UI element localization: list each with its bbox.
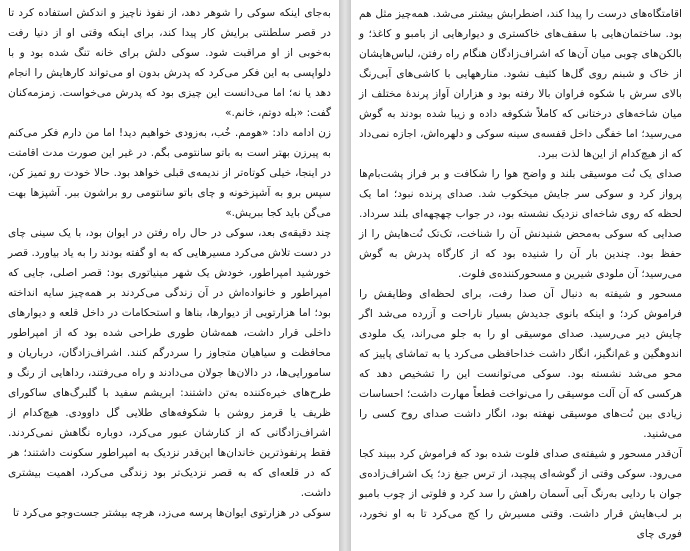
paragraph: زن ادامه داد: «هومم. خُب، به‌زودی خواهیم دید! اما من دارم فکر می‌کنم به پیرزن بهتر است به باتو سانتومی بگم. در غیر این صورت مدت اقامتت در اینجا، خیلی کوتاه‌تر از ندیمه‌ی قبلی خواهد بود. حالا خودت رو تمیز کن، سپس برو به آشپزخونه و چای باتو سانتومی رو براشون ببر. آشپزها بهت می‌گن باید کجا ببریش.» <box>8 127 331 219</box>
left-page <box>0 0 339 551</box>
paragraph: مسحور و شیفته به دنبال آن صدا رفت، برای لحظه‌ای وظایفش را فراموش کرد؛ و اینکه بانوی جدیدش بسیار ناراحت و آزرده می‌شد اگر چایش دیر می‌رسید. صدای موسیقی او را به جلو می‌راند، یک ملودی اندوهگین و غم‌انگیز، انگار داشت خداحافظی می‌کرد یا به تماشای پاییز که محو می‌شد نشسته بود. سوکی می‌توانست این را تشخیص دهد که هرکسی که آن آلت موسیقی را می‌نواخت قطعاً مهارت داشت؛ احساسات زیادی بین نُت‌های موسیقی نهفته بود، انگار داشت صدای روح کسی را می‌شنید. <box>359 288 682 440</box>
paragraph: آن‌قدر مسحور و شیفته‌ی صدای فلوت شده بود که فراموش کرد ببیند کجا می‌رود. سوکی وقتی از گوشه‌ای پیچید، از ترس جیغ زد؛ یک اشراف‌زاده‌ی جوان با ردایی به‌رنگ آبی آسمان راهش را سد کرد و فلوتی از چوب بامبو بر لب‌هایش قرار داشت. وقتی مسیرش را کج می‌کرد تا به او نخورد، فوری چای <box>359 448 682 540</box>
paragraph: چند دقیقه‌ی بعد، سوکی در حال راه رفتن در ایوان بود، با یک سینی چای در دست تلاش می‌کرد مسیرهایی که به او گفته بودند را به یاد بیاورد. قصر خورشید امپراطور، خودش یک شهر مینیاتوری بود: قصر اصلی، جایی که امپراطور و خانواده‌اش در آن زندگی می‌کردند بر همه‌چیز سایه انداخته بود؛ اما هزارتویی از دیوارها، بناها و استحکامات در داخل قلعه و دیوارهای داخلی قرار داشت، همه‌شان طوری طراحی شده بود که از امپراطور محافظت و سیاهیان متجاوز را سردرگم کنند. اشراف‌زادگان، درباریان و سامورایی‌ها، در دالان‌ها جولان می‌دادند و راه می‌رفتند، رداهایی از رنگ و طرح‌های خیره‌کننده به‌تن داشتند: ابریشم سفید با گلبرگ‌های ساکورای ظریف یا قرمز روشن با شکوفه‌های طلایی گل داوودی. هیچ‌کدام از اشراف‌زادگانی که از کنارشان عبور می‌کرد، دوباره نگاهش نمی‌کردند. فقط پرنفوذترین خاندان‌ها این‌قدر نزدیک به امپراطور سکونت داشتند؛ هر که در قلعه‌ای که به قصر نزدیک‌تر بود زندگی می‌کرد، اهمیت بیشتری داشت. <box>8 227 331 499</box>
right-page <box>351 0 690 551</box>
page-gutter <box>339 0 351 551</box>
right-page-text <box>351 0 690 544</box>
paragraph: به‌جای اینکه سوکی را شوهر دهد، از نفوذ ناچیز و اندکش استفاده کرد تا در قصر سلطنتی برایش کار پیدا کند، برای اینکه وقتی او از دنیا رفت به‌خوبی از او مراقبت شود. سوکی دلش برای خانه تنگ شده بود و با دلواپسی به این فکر می‌کرد که پدرش بدون او می‌تواند کارهایش را انجام دهد یا نه؛ اما می‌دانست این چیزی بود که پدرش می‌خواست. زمزمه‌کنان گفت: «بله دوتم، خانم.» <box>8 7 331 119</box>
paragraph: صدای یک نُت موسیقی بلند و واضح هوا را شکافت و بر فراز پشت‌بام‌ها پرواز کرد و سوکی سر جایش میخکوب شد. صدای پرنده نبود؛ اما یک لحظه که روی شاخه‌ای نزدیک نشسته بود، در جواب چهچهه‌ای بلند سرداد. صدایی که سوکی به‌محض شنیدنش آن را شناخت، تک‌تک نُت‌هایش را از حفظ بود. چندین بار آن را شنیده بود که از کارگاه پدرش به گوش می‌رسید؛ آن ملودی شیرین و مسحورکننده‌ی فلوت. <box>359 168 682 280</box>
left-page-text <box>0 0 339 523</box>
paragraph: سوکی در هزارتوی ایوان‌ها پرسه می‌زد، هرچه بیشتر جست‌وجو می‌کرد تا <box>12 507 331 519</box>
paragraph: اقامتگاه‌های درست را پیدا کند، اضطرابش بیشتر می‌شد. همه‌چیز مثل هم بود. ساختمان‌هایی با سقف‌های خاکستری و دیوارهایی از بامبو و کاغذ؛ و بالکن‌های چوبی میان آن‌ها که اشراف‌زادگان هنگام راه رفتن، لباس‌هایشان از خاک و شبنم روی گل‌ها کثیف نشود. منارههایی با کاشی‌های آبی‌رنگ بالای سرش با شکوه فراوان بالا رفته بود و هزاران آواز پرندهٔ مختلف از میان شاخه‌های درختانی که کاملاً شکوفه داده و زیبا شده بودند به گوش می‌رسید؛ اما خفگی داخل قفسه‌ی سینه سوکی و دلهره‌اش، اجازه نمی‌داد که از هیچ‌کدام از این‌ها لذت ببرد. <box>359 8 682 160</box>
